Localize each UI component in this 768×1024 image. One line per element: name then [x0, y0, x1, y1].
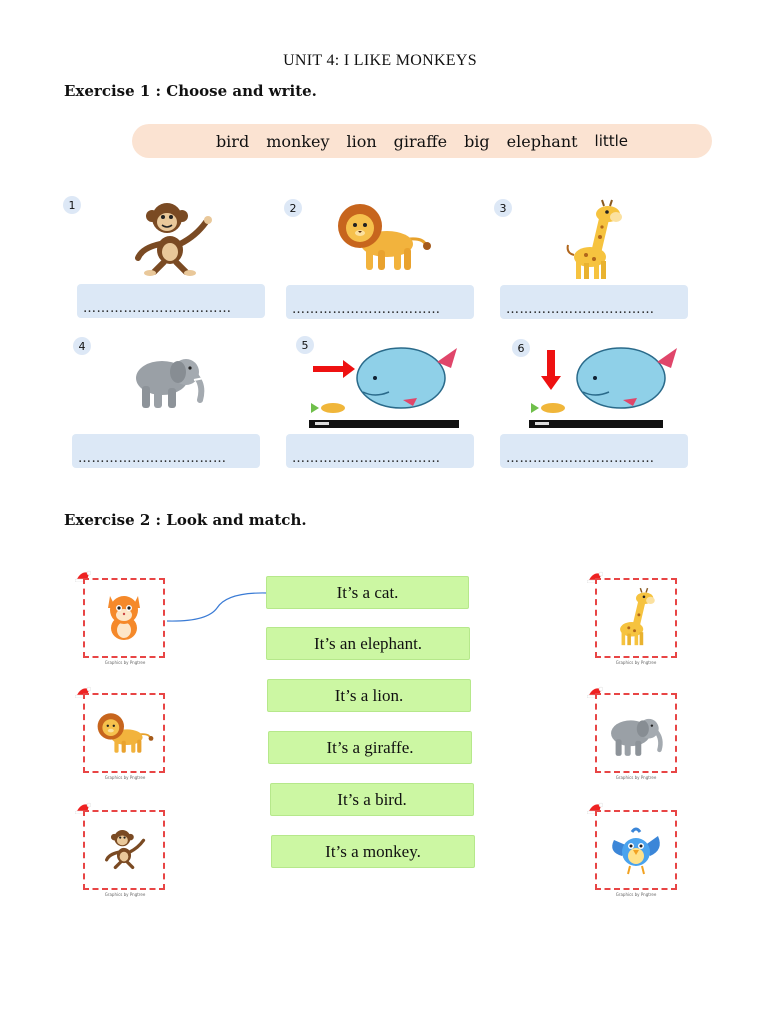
sentence-box[interactable]: It’s a monkey.: [271, 835, 475, 868]
lion-icon: [94, 707, 154, 759]
item-number: 3: [494, 199, 512, 217]
word-bank-item: big: [464, 131, 490, 151]
item-number: 6: [512, 339, 530, 357]
exercise-2-heading: Exercise 2 : Look and match.: [64, 511, 307, 529]
match-line: [165, 588, 270, 624]
picture-card-bird[interactable]: [595, 810, 677, 890]
elephant-icon: [128, 346, 210, 412]
picture-credit: Graphics by Pngtree: [104, 660, 146, 665]
sentence-box[interactable]: It’s a giraffe.: [268, 731, 472, 764]
answer-box[interactable]: ……………………………: [286, 285, 474, 319]
answer-box[interactable]: ……………………………: [286, 434, 474, 468]
answer-box[interactable]: ……………………………: [500, 434, 688, 468]
item-number: 4: [73, 337, 91, 355]
giraffe-icon: [610, 586, 662, 648]
sentence-box[interactable]: It’s a cat.: [266, 576, 469, 609]
picture-card-monkey[interactable]: [83, 810, 165, 890]
answer-box[interactable]: ……………………………: [72, 434, 260, 468]
page-title: UNIT 4: I LIKE MONKEYS: [283, 52, 477, 69]
cat-icon: [102, 590, 146, 642]
picture-credit: Graphics by Pngtree: [104, 892, 146, 897]
picture-credit: Graphics by Pngtree: [615, 775, 657, 780]
monkey-icon: [98, 824, 150, 874]
picture-card-elephant[interactable]: [595, 693, 677, 773]
monkey-icon: [122, 200, 218, 276]
item-number: 5: [296, 336, 314, 354]
sentence-box[interactable]: It’s an elephant.: [266, 627, 470, 660]
elephant-icon: [605, 709, 667, 759]
picture-credit: Graphics by Pngtree: [615, 892, 657, 897]
picture-credit: Graphics by Pngtree: [615, 660, 657, 665]
picture-card-cat[interactable]: [83, 578, 165, 658]
giraffe-icon: [560, 199, 632, 281]
lion-icon: [332, 200, 432, 274]
word-bank-item: elephant: [506, 131, 578, 151]
picture-card-lion[interactable]: [83, 693, 165, 773]
word-bank-item: giraffe: [393, 131, 448, 151]
word-bank-item: bird: [215, 131, 250, 151]
big-whale-arrow-icon: [305, 340, 465, 432]
sentence-box[interactable]: It’s a bird.: [270, 783, 474, 816]
word-bank: [132, 124, 712, 158]
item-number: 1: [63, 196, 81, 214]
word-bank-item: little: [594, 132, 629, 150]
bird-icon: [606, 822, 666, 878]
picture-credit: Graphics by Pngtree: [104, 775, 146, 780]
answer-box[interactable]: ……………………………: [500, 285, 688, 319]
item-number: 2: [284, 199, 302, 217]
word-bank-item: monkey: [266, 131, 330, 151]
answer-box[interactable]: ……………………………: [77, 284, 265, 318]
exercise-1-heading: Exercise 1 : Choose and write.: [64, 82, 317, 100]
sentence-box[interactable]: It’s a lion.: [267, 679, 471, 712]
picture-card-giraffe[interactable]: [595, 578, 677, 658]
word-bank-item: lion: [346, 131, 377, 151]
little-fish-arrow-icon: [525, 340, 685, 432]
